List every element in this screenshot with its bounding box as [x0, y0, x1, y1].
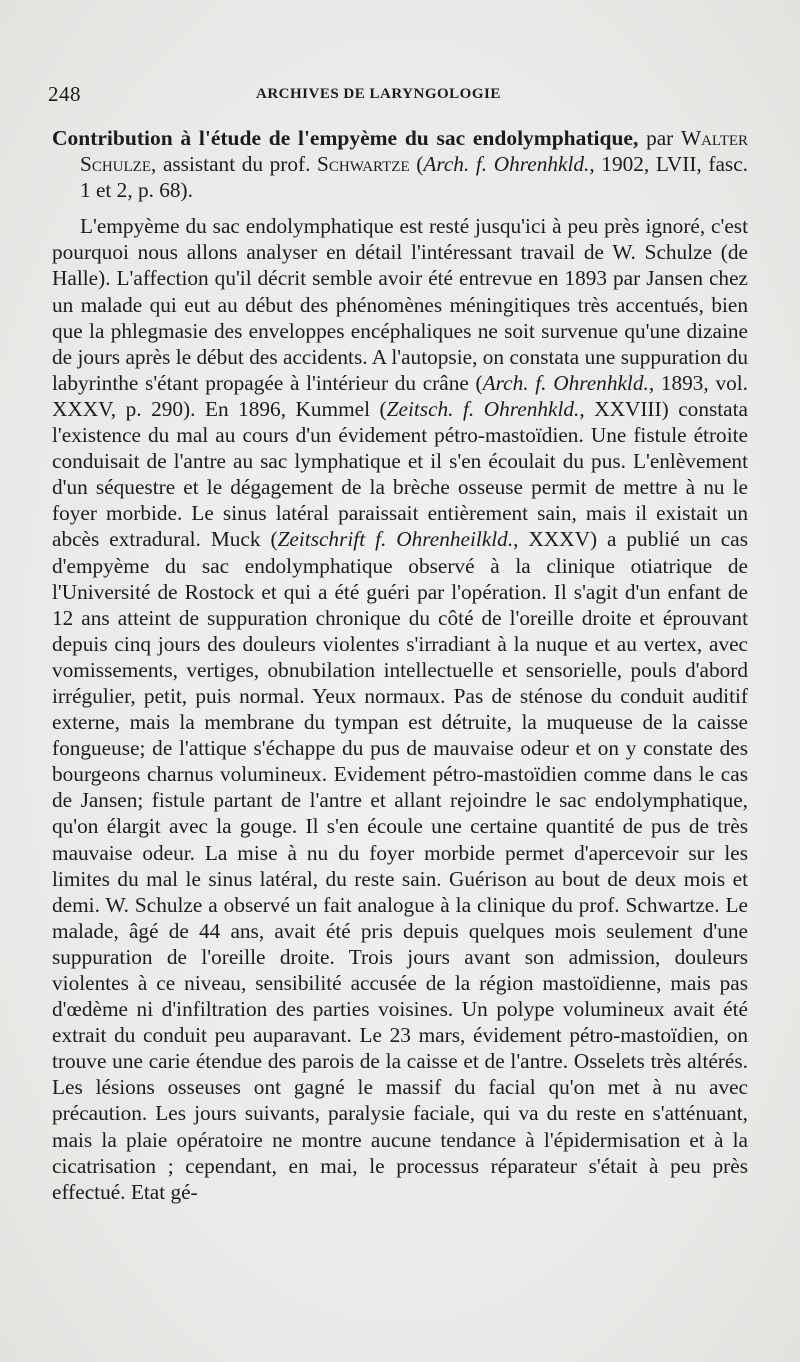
citation-author: Walter Schulze,: [80, 126, 749, 177]
abstract-text-2: , 1893, vol. XXXV, p. 290). En 1896, Kummel (: [52, 370, 748, 421]
running-head: ARCHIVES DE LARYNGOLOGIE: [256, 86, 501, 102]
abstract-text-1: L'empyème du sac endolymphatique est resté jusqu'ici à peu près ignoré, c'est pourquoi nous allons analyser en détail l'intéressant travail de W. Schulze (de Halle). L'affection qu'il décrit semble avoir été entrevue en 1893 par Jansen chez un malade qui eut au début des phénomènes méningitiques très accentués, bien que la phlegmasie des enveloppes encéphaliques ne soit survenue qu'une dizaine de jours après le début des accidents. A l'autopsie, on constata une suppuration du labyrinthe s'étant propagée à l'intérieur du crâne (: [52, 214, 748, 395]
abstract-text-4: , XXXV) a publié un cas d'empyème du sac endolymphatique observé à la clinique otiatrique de l'Université de Rostock et qui a été guéri par l'opération. Il s'agit d'un enfant de 12 ans atteint de suppuration chronique du côté de l'oreille droite et éprouvant depuis cinq jours des douleurs violentes s'irradiant à la nuque et au vertex, avec vomissements, vertiges, obnubilation intellectuelle et sensorielle, pouls d'abord irrégulier, petit, puis normal. Yeux normaux. Pas de sténose du conduit auditif externe, mais la membrane du tympan est détruite, la muqueuse de la caisse fongueuse; de l'attique s'échappe du pus de mauvaise odeur et on y constate des bourgeons charnus volumineux. Evidement pétro-mastoïdien comme dans le cas de Jansen; fistule partant de l'antre et allant rejoindre le sac endolymphatique, qu'on élargit avec la gouge. Il s'en écoule une certaine quantité de pus de très mauvaise odeur. La mise à nu du foyer morbide permet d'apercevoir sur les limites du mal le sinus latéral, du reste sain. Guérison au bout de deux mois et demi. W. Schulze a observé un fait analogue à la clinique du prof. Schwartze. Le malade, âgé de 44 ans, avait été pris depuis quelques mois seulement d'une suppuration de l'oreille droite. Trois jours avant son admission, douleurs violentes à ce niveau, sensibilité accusée de la région mastoïdienne, mais pas d'œdème ni d'infiltration des parties voisines. Un polype volumineux avait été extrait du conduit peu auparavant. Le 23 mars, évidement pétro-mastoïdien, on trouve une carie étendue des parois de la caisse et de l'antre. Osselets très altérés. Les lésions osseuses ont gagné le massif du facial qu'on met à nu avec précaution. Les jours suivants, paralysie faciale, qui va du reste en s'atténuant, mais la plaie opératoire ne montre aucune tendance à l'épidermisation et à la cicatrisation ; cependant, en mai, le processus réparateur s'était à peu près effectué. Etat gé-: [52, 527, 748, 1204]
article-title: Contribution à l'étude de l'empyème du sac endolymphatique,: [52, 126, 639, 150]
abstract-text-3: , XXVIII) constata l'existence du mal au cours d'un évidement pétro-mastoïdien. Une fistule étroite conduisait de l'antre au sac lymphatique et il s'en écoulait du pus. L'enlèvement d'un séquestre et le dégagement de la brèche osseuse permit de mettre à nu le foyer morbide. Le sinus latéral paraissait entièrement sain, mais il existait un abcès extradural. Muck (: [52, 396, 748, 552]
abstract-journal-1: Arch. f. Ohrenhkld.: [482, 370, 649, 395]
citation-open-paren: (: [416, 152, 424, 177]
page-number: 248: [48, 82, 81, 106]
abstract-journal-2: Zeitsch. f. Ohrenhkld.: [386, 396, 580, 421]
abstract-paragraph: [52, 213, 748, 1205]
citation-professor: Schwartze: [317, 152, 410, 177]
citation-details: , 1902, LVII, fasc. 1 et 2, p. 68).: [80, 152, 748, 203]
citation-journal: Arch. f. Ohrenhkld.: [423, 152, 590, 177]
abstract-journal-3: Zeitschrift f. Ohrenheilkld.: [277, 527, 514, 552]
citation-affiliation: assistant du prof.: [162, 152, 311, 177]
article-body: [52, 125, 748, 1205]
bibliographic-citation: [52, 125, 748, 203]
page-header: [48, 82, 750, 112]
citation-par: par: [646, 126, 674, 150]
